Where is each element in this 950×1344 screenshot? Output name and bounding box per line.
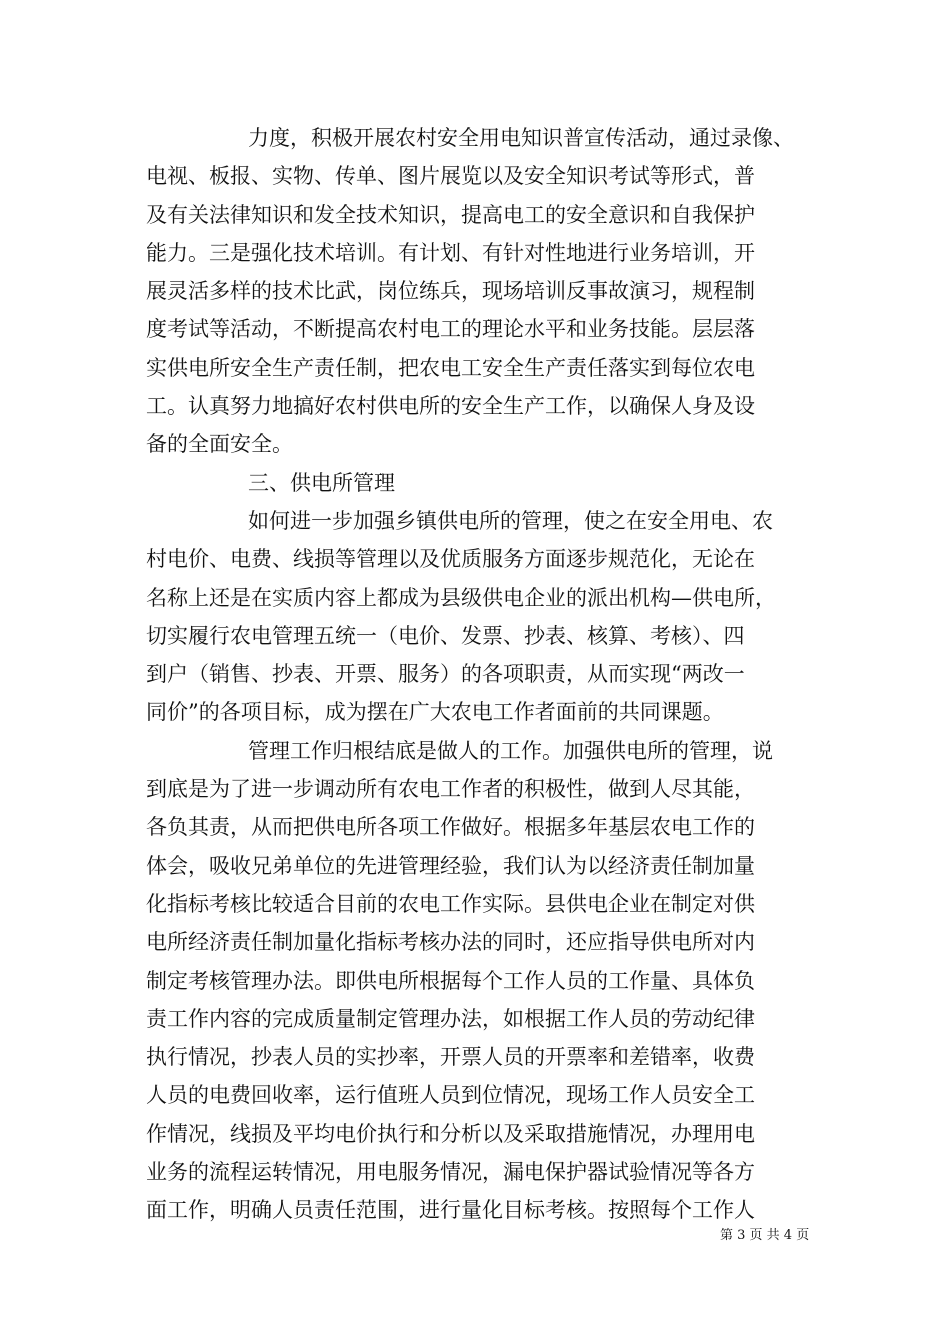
paragraph-line: 到底是为了进一步调动所有农电工作者的积极性，做到人尽其能，: [146, 777, 755, 802]
page-number-footer: 第 3 页 共 4 页: [720, 1228, 810, 1243]
paragraph-line: 管理工作归根结底是做人的工作。加强供电所的管理，说: [248, 738, 773, 763]
paragraph-line: 各负其责，从而把供电所各项工作做好。根据多年基层农电工作的: [146, 815, 755, 840]
paragraph-line: 实供电所安全生产责任制，把农电工安全生产责任落实到每位农电: [146, 355, 755, 380]
paragraph-line: 村电价、电费、线损等管理以及优质服务方面逐步规范化，无论在: [146, 547, 755, 572]
paragraph-line: 名称上还是在实质内容上都成为县级供电企业的派出机构—供电所，: [146, 585, 776, 610]
paragraph-line: 能力。三是强化技术培训。有计划、有针对性地进行业务培训，开: [146, 240, 755, 265]
paragraph-line: 备的全面安全。: [146, 432, 293, 457]
paragraph-line: 化指标考核比较适合目前的农电工作实际。县供电企业在制定对供: [146, 891, 755, 916]
paragraph-line: 执行情况，抄表人员的实抄率，开票人员的开票率和差错率，收费: [146, 1045, 755, 1070]
paragraph-line: 业务的流程运转情况，用电服务情况，漏电保护器试验情况等各方: [146, 1160, 755, 1185]
paragraph-line: 及有关法律知识和发全技术知识，提高电工的安全意识和自我保护: [146, 202, 755, 227]
paragraph-line: 如何进一步加强乡镇供电所的管理，使之在安全用电、农: [248, 508, 773, 533]
paragraph-line: 人员的电费回收率，运行值班人员到位情况，现场工作人员安全工: [146, 1083, 755, 1108]
paragraph-line: 度考试等活动，不断提高农村电工的理论水平和业务技能。层层落: [146, 317, 755, 342]
paragraph-line: 展灵活多样的技术比武，岗位练兵，现场培训反事故演习，规程制: [146, 279, 755, 304]
paragraph-line: 面工作，明确人员责任范围，进行量化目标考核。按照每个工作人: [146, 1198, 755, 1223]
paragraph-line: 到户（销售、抄表、开票、服务）的各项职责，从而实现“两改一: [146, 662, 745, 687]
paragraph-line: 电所经济责任制加量化指标考核办法的同时，还应指导供电所对内: [146, 930, 755, 955]
paragraph-line: 切实履行农电管理五统一（电价、发票、抄表、核算、考核）、四: [146, 623, 745, 648]
body-text: [146, 119, 806, 1230]
paragraph-line: 电视、板报、实物、传单、图片展览以及安全知识考试等形式，普: [146, 164, 755, 189]
paragraph-line: 力度，积极开展农村安全用电知识普宣传活动，通过录像、: [248, 126, 794, 150]
paragraph-line: 作情况，线损及平均电价执行和分析以及采取措施情况，办理用电: [146, 1121, 755, 1146]
paragraph-line: 同价”的各项目标，成为摆在广大农电工作者面前的共同课题。: [146, 700, 724, 725]
paragraph-line: 责工作内容的完成质量制定管理办法，如根据工作人员的劳动纪律: [146, 1006, 755, 1031]
section-heading: 三、供电所管理: [248, 470, 395, 495]
paragraph-line: 制定考核管理办法。即供电所根据每个工作人员的工作量、具体负: [146, 968, 755, 993]
paragraph-line: 工。认真努力地搞好农村供电所的安全生产工作，以确保人身及设: [146, 394, 755, 419]
paragraph-line: 体会，吸收兄弟单位的先进管理经验，我们认为以经济责任制加量: [146, 853, 755, 878]
